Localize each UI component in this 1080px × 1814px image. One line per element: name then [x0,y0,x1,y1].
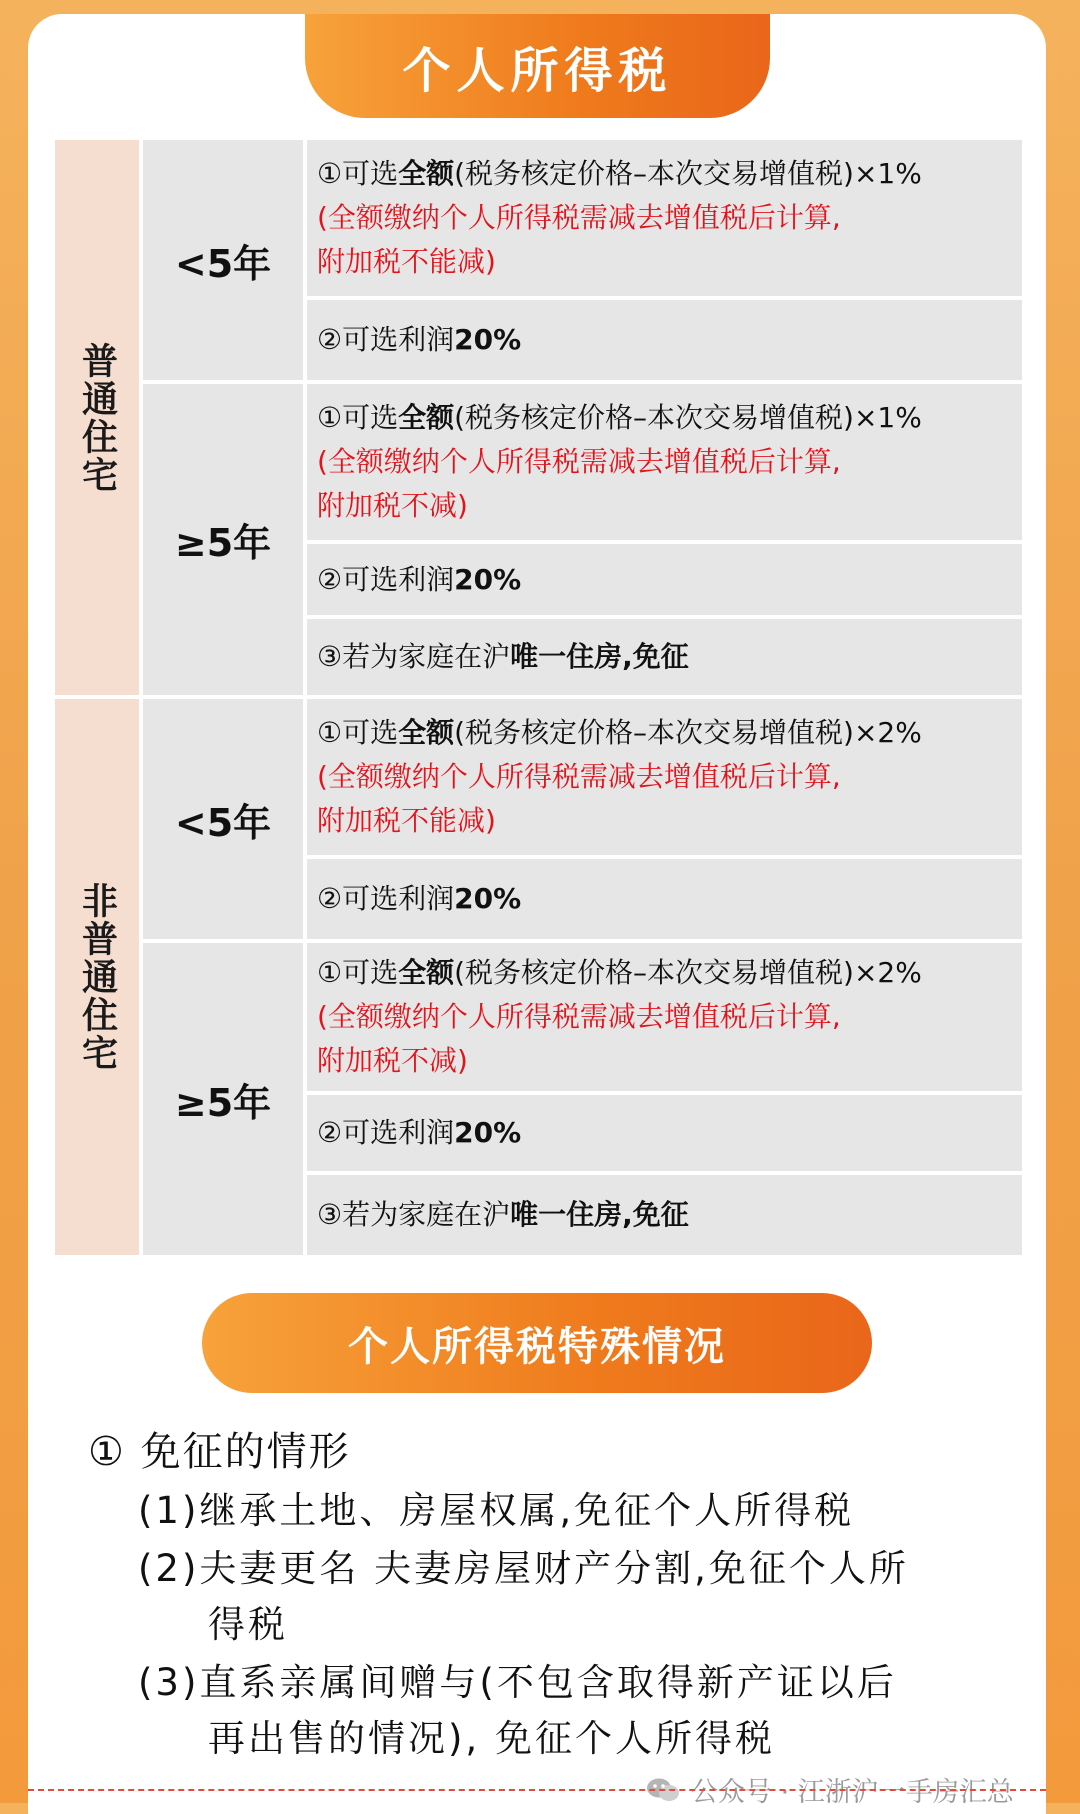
exemption-item: (1)继承土地、房屋权属,免征个人所得税 [138,1489,855,1532]
option-line: ②可选利润20% [317,562,522,596]
option-note: (全额缴纳个人所得税需减去增值税后计算, [317,201,841,234]
option-cell [307,1175,1022,1255]
tax-table [55,140,1022,1255]
year-cell: ≥5年 [143,943,303,1255]
option-line: ①可选全额(税务核定价格–本次交易增值税)×1% [317,157,922,190]
watermark-text: 公众号 · 江浙沪一手房汇总 [691,1777,1014,1808]
option-note: 附加税不减) [317,1044,468,1077]
option-line: ②可选利润20% [317,1116,522,1149]
option-note: (全额缴纳个人所得税需减去增值税后计算, [317,760,841,793]
option-cell [307,300,1022,380]
option-line: ③若为家庭在沪唯一住房,免征 [317,1198,689,1231]
dashed-divider [28,1789,1046,1791]
option-cell [307,140,1022,296]
year-cell: <5年 [143,699,303,939]
option-line: ①可选全额(税务核定价格–本次交易增值税)×2% [317,716,922,749]
option-cell [307,943,1022,1091]
category-cell [55,699,139,1255]
option-cell [307,859,1022,939]
option-note: 附加税不能减) [317,804,496,837]
option-cell [307,619,1022,695]
exemption-item: (2)夫妻更名 夫妻房屋财产分割,免征个人所 [138,1547,909,1590]
option-line: ①可选全额(税务核定价格–本次交易增值税)×2% [317,956,922,989]
option-cell [307,384,1022,540]
option-note: (全额缴纳个人所得税需减去增值税后计算, [317,1000,841,1033]
exemption-item-cont: 再出售的情况), 免征个人所得税 [208,1717,775,1760]
option-note: (全额缴纳个人所得税需减去增值税后计算, [317,445,841,478]
option-cell [307,544,1022,615]
year-cell: <5年 [143,140,303,380]
section-title: 个人所得税特殊情况 [202,1293,872,1393]
option-cell [307,1095,1022,1171]
category-label: 普通住宅 [76,341,118,494]
option-note: 附加税不减) [317,489,468,522]
year-cell: ≥5年 [143,384,303,695]
option-note: 附加税不能减) [317,245,496,278]
option-cell [307,699,1022,855]
option-line: ①可选全额(税务核定价格–本次交易增值税)×1% [317,401,922,434]
page-title: 个人所得税 [305,14,770,118]
section-heading: ① 免征的情形 [88,1429,351,1475]
option-line: ②可选利润20% [317,323,522,356]
option-line: ③若为家庭在沪唯一住房,免征 [317,640,689,673]
exemption-item-cont: 得税 [208,1603,288,1646]
exemption-item: (3)直系亲属间赠与(不包含取得新产证以后 [138,1661,897,1704]
option-line: ②可选利润20% [317,882,522,915]
category-label: 非普通住宅 [76,882,118,1072]
category-cell [55,140,139,695]
